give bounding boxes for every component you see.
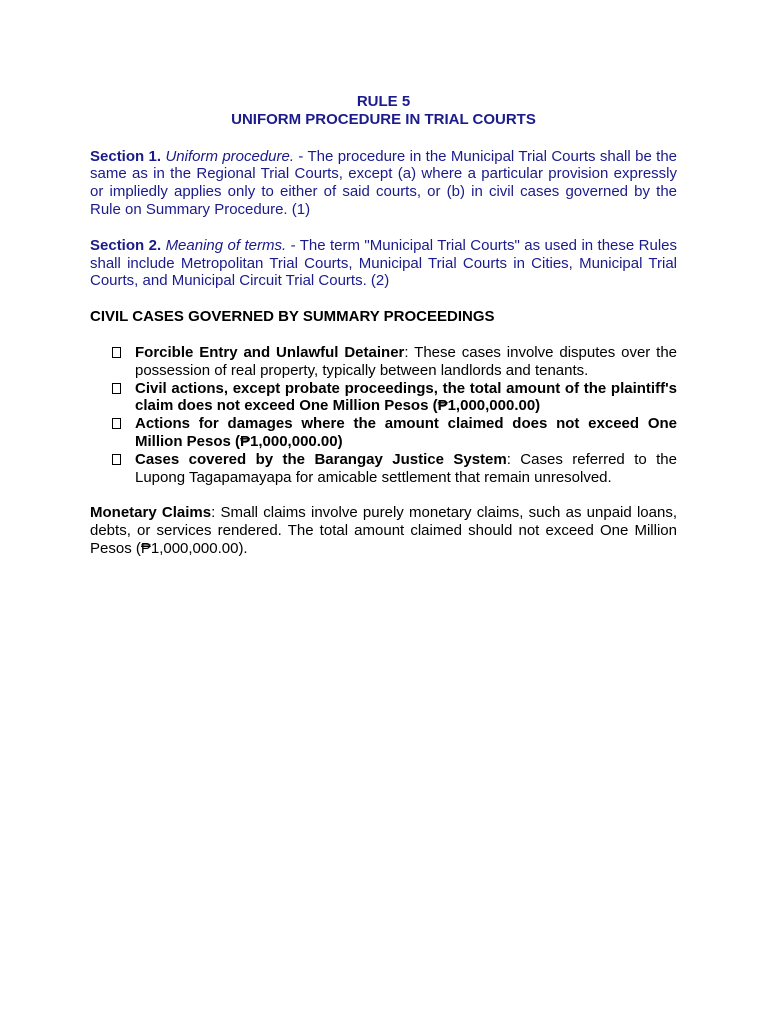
- civil-cases-list: [90, 344, 677, 486]
- list-item: [90, 380, 677, 416]
- case-title: Cases covered by the Barangay Justice System: [135, 450, 507, 468]
- monetary-claims-paragraph: [90, 504, 677, 557]
- section-1-text: - The procedure in the Municipal Trial Courts shall be the same as in the Regional Trial Courts, except (a) where a particular provision expressly or impliedly applies only to either of said courts, or (b) in civil cases governed by the Rule on Summary Procedure. (1): [90, 147, 678, 218]
- section-1-term: Uniform procedure.: [165, 147, 295, 165]
- section-2-term: Meaning of terms.: [165, 236, 287, 254]
- section-2-label: Section 2.: [90, 236, 162, 254]
- case-title: Actions for damages where the amount claimed does not exceed One Million Pesos (₱1,000,000.00): [135, 415, 677, 450]
- bullet-box-icon: [112, 454, 121, 465]
- section-1-label: Section 1.: [90, 147, 162, 165]
- bullet-box-icon: [112, 383, 121, 394]
- rule-heading: [90, 93, 677, 129]
- rule-title: UNIFORM PROCEDURE IN TRIAL COURTS: [231, 110, 536, 128]
- civil-cases-heading: CIVIL CASES GOVERNED BY SUMMARY PROCEEDINGS: [90, 308, 495, 326]
- monetary-claims-label: Monetary Claims: [90, 504, 212, 522]
- rule-number: RULE 5: [356, 93, 411, 110]
- case-text: : Cases referred to the Lupong Tagapamayapa for amicable settlement that remain unresolved.: [135, 450, 677, 486]
- list-item: [90, 415, 677, 451]
- case-title: Civil actions, except probate proceedings, the total amount of the plaintiff's claim does not exceed One Million Pesos (₱1,000,000.00): [135, 379, 677, 415]
- monetary-claims-text: : Small claims involve purely monetary claims, such as unpaid loans, debts, or services rendered. The total amount claimed should not exceed One Million Pesos (₱1,000,000.00).: [90, 504, 677, 557]
- document-page: [90, 93, 677, 558]
- bullet-box-icon: [112, 347, 121, 358]
- list-item: [90, 451, 677, 487]
- section-1: [90, 148, 677, 219]
- list-item: [90, 344, 677, 380]
- bullet-box-icon: [112, 418, 121, 429]
- section-2-text: - The term "Municipal Trial Courts" as used in these Rules shall include Metropolitan Trial Courts, Municipal Trial Courts in Cities, Municipal Trial Courts, and Municipal Circuit Trial Courts. (2): [90, 236, 678, 290]
- case-text: : These cases involve disputes over the possession of real property, typically between landlords and tenants.: [135, 343, 678, 379]
- section-2: [90, 237, 677, 290]
- case-title: Forcible Entry and Unlawful Detainer: [135, 343, 405, 361]
